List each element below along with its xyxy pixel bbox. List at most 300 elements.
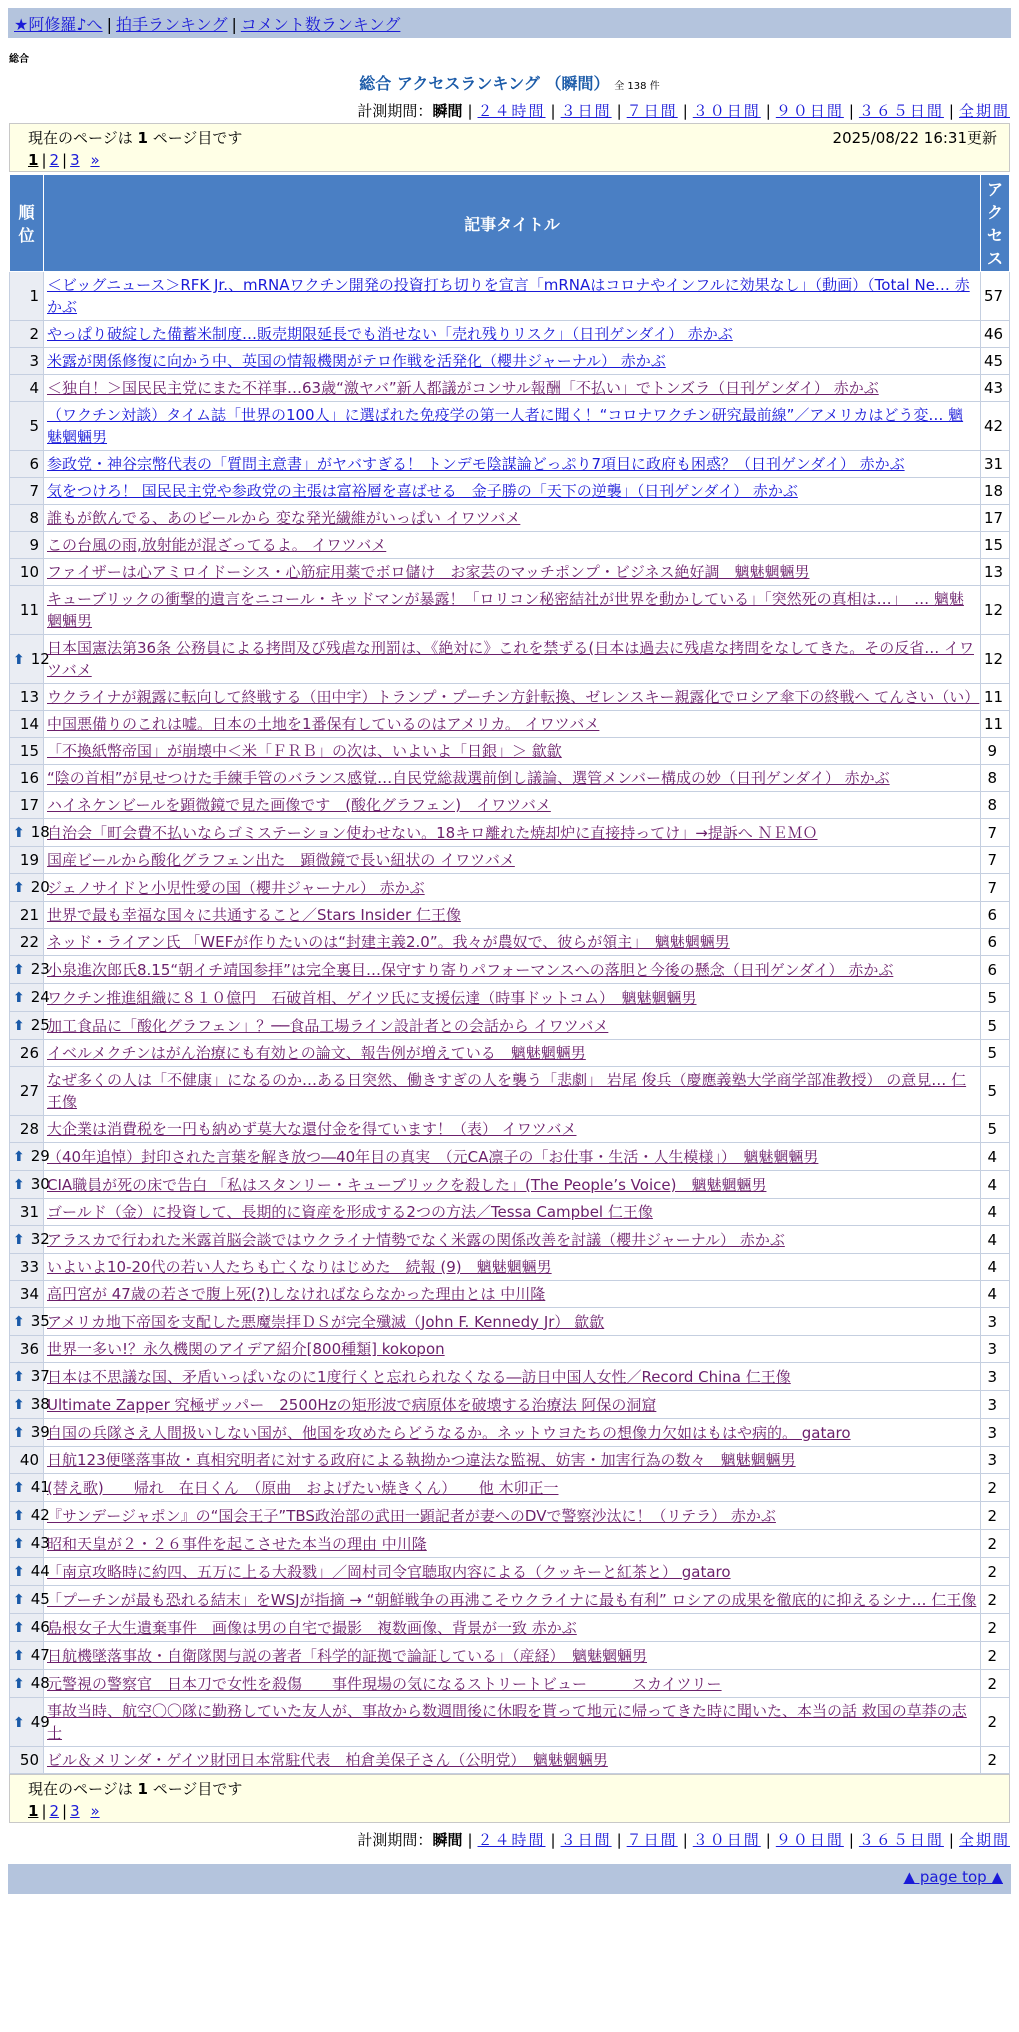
- rank-number: 17: [19, 796, 39, 814]
- table-row: [10, 902, 1010, 929]
- rank-number: 16: [19, 769, 39, 787]
- arrow-up-icon: ⬆: [13, 651, 25, 668]
- title-cell: [44, 348, 981, 375]
- current-page-suffix: ページ目です: [147, 1780, 243, 1798]
- access-count: 3: [981, 1308, 1010, 1336]
- article-link[interactable]: やっぱり破綻した備蓄米制度…販売期限延長でも消せない「売れ残りリスク」（日刊ゲンダイ） 赤かぶ: [47, 325, 733, 343]
- table-row: [10, 1199, 1010, 1226]
- access-count: 7: [981, 847, 1010, 874]
- access-count: 6: [981, 956, 1010, 984]
- article-link[interactable]: 日航123便墜落事故・真相究明者に対する政府による執拗かつ違法な監視、妨害・加害行為の数々 魑魅魍魎男: [47, 1451, 796, 1469]
- access-count: 6: [981, 902, 1010, 929]
- article-link[interactable]: 米露が関係修復に向かう中、英国の情報機関がテロ作戦を活発化（櫻井ジャーナル） 赤かぶ: [47, 352, 666, 370]
- rank-cell: [10, 1502, 50, 1530]
- access-count: 7: [981, 819, 1010, 847]
- table-row: [10, 559, 1010, 586]
- access-count: 2: [981, 1558, 1010, 1586]
- rank-cell: [10, 505, 44, 532]
- rank-number: 29: [30, 1147, 50, 1165]
- next-page-link[interactable]: »: [90, 1802, 100, 1820]
- article-link[interactable]: 世界一多い!？永久機関のアイデア紹介[800種類] kokopon: [47, 1340, 445, 1358]
- rank-cell: [10, 874, 50, 902]
- access-count: 31: [981, 451, 1010, 478]
- table-row: [10, 1447, 1010, 1474]
- table-row: [10, 1747, 1010, 1774]
- access-count: 42: [981, 402, 1010, 451]
- rank-number: 8: [29, 509, 39, 527]
- access-count: 57: [981, 272, 1010, 321]
- access-count: 4: [981, 1226, 1010, 1254]
- table-row: [10, 1012, 1010, 1040]
- article-link[interactable]: ジェノサイドと小児性愛の国（櫻井ジャーナル） 赤かぶ: [47, 878, 425, 897]
- article-link[interactable]: 自治会「町会費不払いならゴミステーション使わせない。18キロ離れた焼却炉に直接持ってけ」→提訴へ ＮＥＭＯ: [47, 823, 818, 842]
- table-row: [10, 1308, 1010, 1336]
- rank-number: 20: [30, 878, 50, 896]
- title-cell: [44, 1670, 981, 1698]
- total-count: 全 138 件: [614, 81, 660, 92]
- rank-cell: [10, 1419, 50, 1447]
- table-row: [10, 1419, 1010, 1447]
- arrow-up-icon: ⬆: [13, 1177, 25, 1193]
- title-cell: [44, 1226, 981, 1254]
- rank-cell: [10, 1474, 50, 1502]
- access-count: 4: [981, 1281, 1010, 1308]
- nav-separator: |: [231, 15, 237, 34]
- title-cell: [44, 847, 981, 874]
- rank-number: 35: [30, 1312, 50, 1330]
- access-count: 13: [981, 559, 1010, 586]
- access-count: 2: [981, 1698, 1010, 1747]
- access-count: 3: [981, 1363, 1010, 1391]
- access-count: 3: [981, 1336, 1010, 1363]
- article-link[interactable]: 島根女子大生遺棄事件 画像は男の自宅で撮影 複数画像、背景が一致 赤かぶ: [47, 1618, 577, 1637]
- rank-number: 14: [19, 715, 39, 733]
- access-count: 5: [981, 1067, 1010, 1116]
- page-link-current[interactable]: [28, 1802, 38, 1820]
- period-separator: |: [467, 102, 473, 120]
- rank-cell: [10, 402, 44, 451]
- table-row: [10, 1336, 1010, 1363]
- title-cell: [44, 1143, 981, 1171]
- period-link-6[interactable]: 全期間: [958, 1831, 1010, 1849]
- access-count: 4: [981, 1171, 1010, 1199]
- rank-number: 4: [29, 379, 39, 397]
- rank-cell: [10, 1067, 44, 1116]
- arrow-up-icon: ⬆: [13, 1397, 25, 1413]
- nav-separator: |: [106, 15, 112, 34]
- page-separator: |: [62, 1802, 68, 1820]
- title-cell: [44, 738, 981, 765]
- title-cell: [44, 1586, 981, 1614]
- article-link[interactable]: （40年追悼）封印された言葉を解き放つ―40年目の真実 （元CA凛子の「お仕事・生活・人生模様」） 魑魅魍魎男: [47, 1147, 819, 1166]
- article-link[interactable]: 参政党・神谷宗幣代表の「質問主意書」がヤバすぎる！ トンデモ陰謀論どっぷり7項目に政府も困惑？（日刊ゲンダイ） 赤かぶ: [47, 455, 905, 473]
- rank-cell: [10, 711, 44, 738]
- table-row: [10, 1226, 1010, 1254]
- rank-cell: [10, 1614, 50, 1642]
- table-row: [10, 1586, 1010, 1614]
- table-row: [10, 819, 1010, 847]
- title-cell: [44, 375, 981, 402]
- rank-number: 39: [30, 1423, 50, 1441]
- period-link-3[interactable]: ３０日間: [692, 1831, 761, 1849]
- rank-cell: [10, 984, 50, 1012]
- rank-cell: [10, 1012, 50, 1040]
- table-row: [10, 1614, 1010, 1642]
- current-page-suffix: ページ目です: [147, 129, 243, 147]
- ranking-heading: [0, 71, 1019, 94]
- table-row: [10, 1530, 1010, 1558]
- article-link[interactable]: 「プーチンが最も恐れる結末」をWSJが指摘 → “朝鮮戦争の再沸こそウクライナに最も有利” ロシアの成果を徹底的に抑えるシナ… 仁王像: [47, 1590, 977, 1609]
- article-link[interactable]: ＜ビッグニュース＞RFK Jr.、mRNAワクチン開発の投資打ち切りを宣言「mRNAはコロナやインフルに効果なし」（動画）（Total Ne… 赤かぶ: [47, 276, 970, 316]
- article-link[interactable]: ウクライナが親露に転向して終戦する（田中宇）トランプ・プーチン方針転換、ゼレンスキー親露化でロシア傘下の終戦へ てんさい（い）: [47, 688, 980, 706]
- arrow-up-icon: ⬆: [13, 1592, 25, 1608]
- period-selector-bottom: [0, 1829, 1010, 1850]
- page-separator: [83, 151, 88, 169]
- rank-cell: [10, 1391, 50, 1419]
- table-row: [10, 1143, 1010, 1171]
- rank-cell: [10, 321, 44, 348]
- rank-cell: [10, 451, 44, 478]
- page-link-current[interactable]: [28, 151, 38, 169]
- title-cell: [44, 711, 981, 738]
- rank-number: 13: [19, 688, 39, 706]
- access-count: 4: [981, 1199, 1010, 1226]
- article-link[interactable]: イベルメクチンはがん治療にも有効との論文、報告例が増えている 魑魅魍魎男: [47, 1044, 586, 1062]
- rank-cell: [10, 559, 44, 586]
- period-link-2[interactable]: ７日間: [626, 1831, 678, 1849]
- period-link-3[interactable]: ３０日間: [692, 102, 761, 120]
- rank-number: 22: [19, 933, 39, 951]
- period-separator: |: [765, 1831, 771, 1849]
- table-header-row: [10, 175, 1010, 272]
- article-link[interactable]: いよいよ10-20代の若い人たちも亡くなりはじめた 続報 (9) 魑魅魍魎男: [47, 1258, 552, 1276]
- article-link[interactable]: ファイザーは心アミロイドーシス・心筋症用薬でボロ儲け お家芸のマッチポンプ・ビジネス絶好調 魑魅魍魎男: [47, 563, 810, 581]
- table-row: [10, 929, 1010, 956]
- page-separator: [83, 1802, 88, 1820]
- article-link[interactable]: Ultimate Zapper 究極ザッパー 2500Hzの矩形波で病原体を破壊する治療法 阿保の洞窟: [47, 1395, 657, 1414]
- title-cell: [44, 984, 981, 1012]
- rank-number: 42: [30, 1506, 50, 1524]
- title-cell: [44, 402, 981, 451]
- article-link[interactable]: 昭和天皇が２・２６事件を起こさせた本当の理由 中川隆: [47, 1534, 427, 1553]
- rank-number: 50: [19, 1751, 39, 1769]
- rank-cell: [10, 1040, 44, 1067]
- access-count: 3: [981, 1447, 1010, 1474]
- title-cell: [44, 874, 981, 902]
- title-cell: [44, 1308, 981, 1336]
- period-current: 瞬間: [432, 102, 463, 120]
- article-link[interactable]: 「不換紙幣帝国」が崩壊中＜米「ＦＲＢ」の次は、いよいよ「日銀」＞ 歙歙: [47, 742, 562, 760]
- arrow-up-icon: ⬆: [13, 825, 25, 841]
- access-count: 9: [981, 738, 1010, 765]
- table-row: [10, 272, 1010, 321]
- article-link[interactable]: 『サンデージャポン』の“国会王子”TBS政治部の武田一顕記者が妻へのDVで警察沙汰に！（リテラ） 赤かぶ: [47, 1506, 776, 1525]
- period-separator: |: [550, 1831, 556, 1849]
- rank-number: 47: [30, 1646, 50, 1664]
- period-separator: |: [948, 1831, 954, 1849]
- table-row: [10, 984, 1010, 1012]
- table-row: [10, 348, 1010, 375]
- rank-cell: [10, 1530, 50, 1558]
- page-top-link[interactable]: ▲ page top ▲: [903, 1868, 1003, 1886]
- access-count: 43: [981, 375, 1010, 402]
- rank-number: 10: [19, 563, 39, 581]
- article-link[interactable]: 事故当時、航空〇〇隊に勤務していた友人が、事故から数週間後に休暇を貰って地元に帰ってきた時に聞いた、本当の話 救国の草莽の志士: [47, 1702, 967, 1742]
- rank-number: 2: [29, 325, 39, 343]
- title-cell: [44, 1614, 981, 1642]
- article-link[interactable]: ビル＆メリンダ・ゲイツ財団日本常駐代表 柏倉美保子さん（公明党） 魑魅魍魎男: [47, 1751, 608, 1769]
- applause-ranking-link[interactable]: 拍手ランキング: [115, 15, 228, 34]
- article-link[interactable]: ネッド・ライアン氏 「WEFが作りたいのは“封建主義2.0”。我々が農奴で、彼らが領主」 魑魅魍魎男: [47, 933, 730, 951]
- rank-cell: [10, 348, 44, 375]
- page-separator: |: [62, 151, 68, 169]
- article-link[interactable]: アラスカで行われた米露首脳会談ではウクライナ情勢でなく米露の関係改善を討議（櫻井ジャーナル） 赤かぶ: [47, 1230, 785, 1249]
- period-link-4[interactable]: ９０日間: [775, 1831, 844, 1849]
- period-separator: |: [948, 102, 954, 120]
- table-row: [10, 792, 1010, 819]
- title-cell: [44, 1199, 981, 1226]
- article-link[interactable]: 小泉進次郎氏8.15“朝イチ靖国参拝”は完全裏目…保守すり寄りパフォーマンスへの落胆と今後の懸念（日刊ゲンダイ） 赤かぶ: [47, 960, 894, 979]
- table-row: [10, 451, 1010, 478]
- access-count: 5: [981, 1116, 1010, 1143]
- access-count: 45: [981, 348, 1010, 375]
- table-row: [10, 1642, 1010, 1670]
- title-cell: [44, 1419, 981, 1447]
- title-cell: [44, 451, 981, 478]
- article-link[interactable]: (替え歌) 帰れ 在日くん （原曲 およげたい焼きくん） 他 木卯正一: [47, 1478, 559, 1497]
- rank-cell: [10, 1586, 50, 1614]
- access-count: 2: [981, 1530, 1010, 1558]
- home-link[interactable]: ★阿修羅♪へ: [14, 15, 103, 34]
- period-separator: |: [682, 102, 688, 120]
- table-row: [10, 738, 1010, 765]
- article-link[interactable]: ワクチン推進組織に８１０億円 石破首相、ゲイツ氏に支援伝達（時事ドットコム） 魑魅魍魎男: [47, 988, 697, 1007]
- current-page-number: 1: [137, 1780, 148, 1798]
- table-row: [10, 1067, 1010, 1116]
- table-row: [10, 684, 1010, 711]
- rank-cell: [10, 1143, 50, 1171]
- article-link[interactable]: 「南京攻略時に約四、五万に上る大殺戮」／岡村司令官聴取内容による（クッキーと紅茶と） gataro: [47, 1562, 731, 1581]
- article-link[interactable]: アメリカ地下帝国を支配した悪魔崇拝ＤＳが完全殲滅（John F. Kennedy Jr） 歙歙: [47, 1312, 605, 1331]
- period-link-5[interactable]: ３６５日間: [858, 1831, 944, 1849]
- page-link-2[interactable]: 2: [49, 151, 60, 169]
- rank-number: 34: [19, 1285, 39, 1303]
- arrow-up-icon: ⬆: [13, 1508, 25, 1524]
- title-cell: [44, 1530, 981, 1558]
- ranking-table: [9, 174, 1010, 1774]
- page-title: 総合 アクセスランキング （瞬間）: [359, 74, 610, 93]
- rank-number: 32: [30, 1230, 50, 1248]
- rank-number: 38: [30, 1395, 50, 1413]
- period-separator: |: [682, 1831, 688, 1849]
- table-row: [10, 1391, 1010, 1419]
- rank-cell: [10, 635, 50, 684]
- article-link[interactable]: （ワクチン対談）タイム誌「世界の100人」に選ばれた免疫学の第一人者に聞く！“コロナワクチン研究最前線”／アメリカはどう変… 魑魅魍魎男: [47, 406, 964, 446]
- rank-number: 41: [30, 1478, 50, 1496]
- rank-number: 11: [19, 601, 39, 619]
- access-count: 2: [981, 1670, 1010, 1698]
- arrow-up-icon: ⬆: [13, 1676, 25, 1692]
- rank-cell: [10, 1199, 44, 1226]
- article-link[interactable]: 自国の兵隊さえ人間扱いしない国が、他国を攻めたらどうなるか。ネットウヨたちの想像力欠如はもはや病的。 gataro: [47, 1423, 851, 1442]
- article-link[interactable]: ゴールド（金）に投資して、長期的に資産を形成する2つの方法／Tessa Campbel 仁王像: [47, 1203, 653, 1221]
- period-link-1[interactable]: ３日間: [560, 1831, 612, 1849]
- rank-cell: [10, 1308, 50, 1336]
- article-link[interactable]: 日本国憲法第36条 公務員による拷問及び残虐な刑罰は、《絶対に》これを禁ずる(日本は過去に残虐な拷問をなしてきた。その反省… イワツバメ: [47, 639, 974, 679]
- article-link[interactable]: 日航機墜落事故・自衛隊関与説の著者「科学的証拠で論証している」（産経） 魑魅魍魎男: [47, 1646, 648, 1665]
- table-row: [10, 1502, 1010, 1530]
- page-number: 1: [28, 151, 39, 169]
- period-link-0[interactable]: ２４時間: [477, 1831, 546, 1849]
- access-count: 46: [981, 321, 1010, 348]
- page-link-3[interactable]: 3: [70, 1802, 80, 1820]
- article-link[interactable]: 高円宮が 47歳の若さで腹上死(?)しなければならなかった理由とは 中川隆: [47, 1285, 546, 1303]
- rank-number: 12: [30, 649, 50, 668]
- access-count: 3: [981, 1419, 1010, 1447]
- rank-cell: [10, 586, 44, 635]
- article-link[interactable]: 国産ビールから酸化グラフェン出た 顕微鏡で長い紐状の イワツバメ: [47, 851, 515, 869]
- period-selector-top: [0, 100, 1010, 121]
- next-page-link[interactable]: »: [90, 151, 100, 169]
- table-row: [10, 1474, 1010, 1502]
- title-cell: [44, 505, 981, 532]
- period-link-2[interactable]: ７日間: [626, 102, 678, 120]
- article-link[interactable]: 加工食品に「酸化グラフェン」？──食品工場ライン設計者との会話から イワツバメ: [47, 1016, 609, 1035]
- period-link-1[interactable]: ３日間: [560, 102, 612, 120]
- arrow-up-icon: ⬆: [13, 990, 25, 1006]
- rank-cell: [10, 1336, 44, 1363]
- access-count: 7: [981, 874, 1010, 902]
- page-separator: |: [41, 151, 47, 169]
- article-link[interactable]: 元警視の警察官 日本刀で女性を殺傷 事件現場の気になるストリートビュー スカイツリー: [47, 1674, 722, 1693]
- rank-cell: [10, 847, 44, 874]
- rank-cell: [10, 1363, 50, 1391]
- comment-ranking-link[interactable]: コメント数ランキング: [240, 15, 401, 34]
- page-links: [28, 1802, 997, 1820]
- table-row: [10, 586, 1010, 635]
- rank-number: 1: [29, 287, 39, 305]
- rank-number: 18: [30, 823, 50, 841]
- access-count: 8: [981, 765, 1010, 792]
- title-cell: [44, 478, 981, 505]
- article-link[interactable]: キューブリックの衝撃的遺言をニコール・キッドマンが暴露！「ロリコン秘密結社が世界を動かしている」「突然死の真相は…」 … 魑魅魍魎男: [47, 590, 964, 630]
- page-link-3[interactable]: 3: [70, 151, 80, 169]
- period-link-4[interactable]: ９０日間: [775, 102, 844, 120]
- article-link[interactable]: ハイネケンビールを顕微鏡で見た画像です (酸化グラフェン) イワツバメ: [47, 796, 551, 814]
- rank-cell: [10, 532, 44, 559]
- rank-number: 31: [19, 1203, 39, 1221]
- current-page-prefix: 現在のページは: [28, 129, 138, 147]
- updated-timestamp: 2025/08/22 16:31更新: [832, 129, 997, 147]
- table-row: [10, 635, 1010, 684]
- article-link[interactable]: なぜ多くの人は「不健康」になるのか…ある日突然、働きすぎの人を襲う「悲劇」 岩尾 俊兵（慶應義塾大学商学部准教授） の意見… 仁王像: [47, 1071, 967, 1111]
- rank-cell: [10, 1558, 50, 1586]
- rank-number: 6: [29, 455, 39, 473]
- article-link[interactable]: 中国悪備りのこれは嘘。日本の土地を1番保有しているのはアメリカ。 イワツバメ: [47, 715, 600, 733]
- rank-number: 5: [29, 417, 39, 435]
- rank-cell: [10, 272, 44, 321]
- rank-cell: [10, 765, 44, 792]
- article-link[interactable]: 気をつけろ！ 国民民主党や参政党の主張は富裕層を喜ばせる 金子勝の「天下の逆襲」（日刊ゲンダイ） 赤かぶ: [47, 482, 798, 500]
- access-count: 5: [981, 1012, 1010, 1040]
- access-count: 15: [981, 532, 1010, 559]
- title-cell: [44, 684, 981, 711]
- table-row: [10, 765, 1010, 792]
- rank-cell: [10, 902, 44, 929]
- title-cell: [44, 1474, 981, 1502]
- access-count: 5: [981, 1040, 1010, 1067]
- article-link[interactable]: 日本は不思議な国、矛盾いっぱいなのに1度行くと忘れられなくなる―訪日中国人女性／Record China 仁王像: [47, 1367, 791, 1386]
- article-link[interactable]: 世界で最も幸福な国々に共通すること／Stars Insider 仁王像: [47, 906, 461, 924]
- article-link[interactable]: ＜独自！＞国民民主党にまた不祥事…63歳“激ヤバ”新人都議がコンサル報酬「不払い」でトンズラ（日刊ゲンダイ） 赤かぶ: [47, 379, 879, 397]
- rank-cell: [10, 792, 44, 819]
- access-count: 2: [981, 1614, 1010, 1642]
- rank-number: 43: [30, 1534, 50, 1552]
- current-page-text: [28, 127, 242, 148]
- top-nav-bar: [8, 8, 1011, 38]
- article-link[interactable]: “陰の首相”が見せつけた手練手管のバランス感覚…自民党総裁選前倒し議論、選管メンバー構成の妙（日刊ゲンダイ） 赤かぶ: [47, 769, 890, 787]
- rank-cell: [10, 478, 44, 505]
- rank-cell: [10, 1281, 44, 1308]
- arrow-up-icon: ⬆: [13, 1714, 25, 1731]
- title-cell: [44, 792, 981, 819]
- access-count: 6: [981, 929, 1010, 956]
- title-cell: [44, 929, 981, 956]
- title-cell: [44, 819, 981, 847]
- rank-cell: [10, 1171, 50, 1199]
- title-cell: [44, 1558, 981, 1586]
- col-rank-header: 順位: [10, 175, 44, 272]
- rank-number: 46: [30, 1618, 50, 1636]
- period-link-5[interactable]: ３６５日間: [858, 102, 944, 120]
- page-link-2[interactable]: 2: [49, 1802, 60, 1820]
- table-row: [10, 1171, 1010, 1199]
- article-link[interactable]: この台風の雨,放射能が混ざってるよ。 イワツバメ: [47, 536, 387, 554]
- period-link-0[interactable]: ２４時間: [477, 102, 546, 120]
- arrow-up-icon: ⬆: [13, 1620, 25, 1636]
- access-count: 3: [981, 1391, 1010, 1419]
- rank-number: 33: [19, 1258, 39, 1276]
- article-link[interactable]: 大企業は消費税を一円も納めず莫大な還付金を得ています！（表） イワツバメ: [47, 1120, 577, 1138]
- article-link[interactable]: CIA職員が死の床で告白 「私はスタンリー・キューブリックを殺した」(The People’s Voice) 魑魅魍魎男: [47, 1175, 767, 1194]
- title-cell: [44, 559, 981, 586]
- period-separator: |: [616, 1831, 622, 1849]
- rank-cell: [10, 956, 50, 984]
- period-link-6[interactable]: 全期間: [958, 102, 1010, 120]
- access-count: 17: [981, 505, 1010, 532]
- rank-number: 7: [29, 482, 39, 500]
- title-cell: [44, 1747, 981, 1774]
- pager-status-row: [28, 1778, 997, 1799]
- period-separator: |: [616, 102, 622, 120]
- title-cell: [44, 1171, 981, 1199]
- arrow-up-icon: ⬆: [13, 1564, 25, 1580]
- title-cell: [44, 1642, 981, 1670]
- arrow-up-icon: ⬆: [13, 962, 25, 978]
- arrow-up-icon: ⬆: [13, 880, 25, 896]
- title-cell: [44, 1254, 981, 1281]
- rank-cell: [10, 684, 44, 711]
- article-link[interactable]: 誰もが飲んでる、あのビールから 変な発光繊維がいっぱい イワツバメ: [47, 509, 521, 527]
- access-count: 18: [981, 478, 1010, 505]
- access-count: 2: [981, 1502, 1010, 1530]
- rank-cell: [10, 819, 50, 847]
- rank-number: 48: [30, 1674, 50, 1692]
- access-count: 2: [981, 1747, 1010, 1774]
- table-row: [10, 1281, 1010, 1308]
- title-cell: [44, 1698, 981, 1747]
- bottom-bar: [8, 1864, 1011, 1894]
